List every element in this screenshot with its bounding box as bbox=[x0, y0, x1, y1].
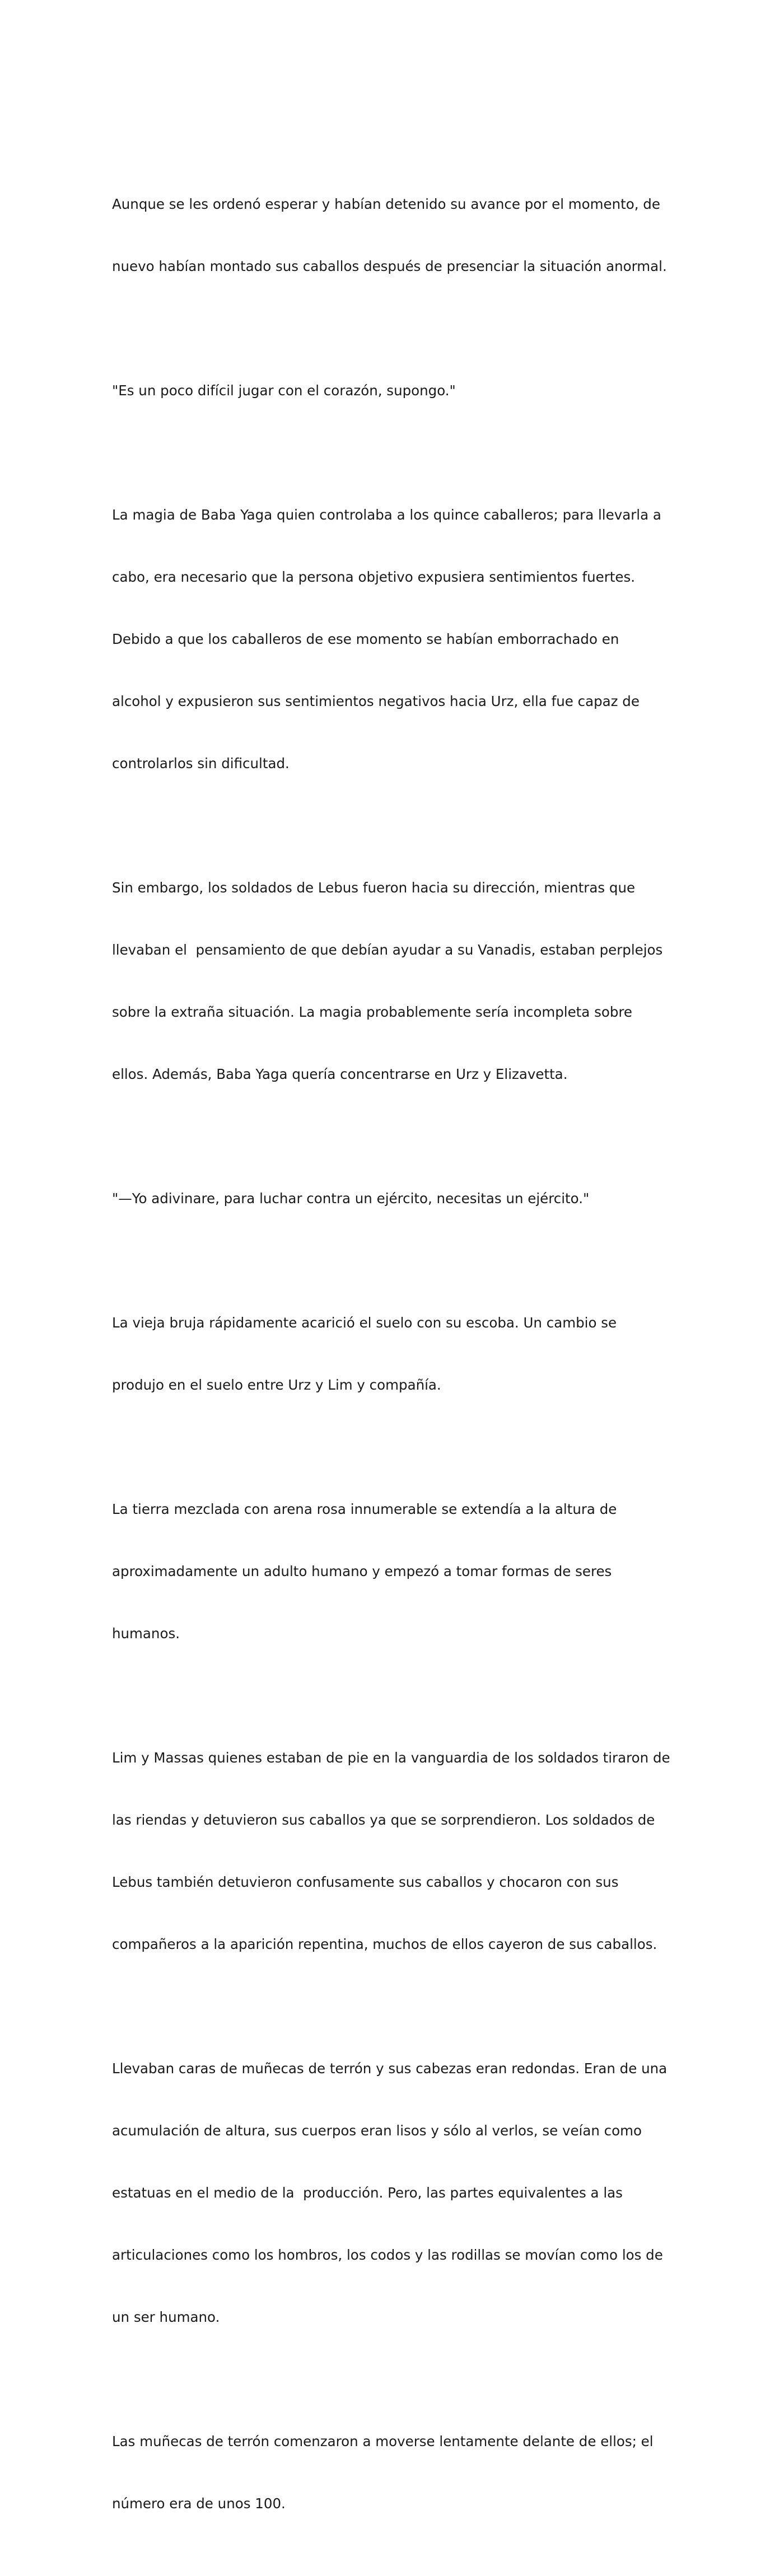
text-line: estatuas en el medio de la producción. Pero, las partes equivalentes a las bbox=[112, 2185, 623, 2201]
text-line: "Es un poco difícil jugar con el corazón, supongo." bbox=[112, 382, 456, 399]
text-line: número era de unos 100. bbox=[112, 2495, 286, 2512]
text-line: Lebus también detuvieron confusamente sus caballos y chocaron con sus bbox=[112, 1874, 619, 1890]
paragraph-7 bbox=[112, 1457, 678, 1685]
text-line: las riendas y detuvieron sus caballos ya que se sorprendieron. Los soldados de bbox=[112, 1812, 655, 1828]
paragraph-10 bbox=[112, 2390, 678, 2555]
text-line: ellos. Además, Baba Yaga quería concentrarse en Urz y Elizavetta. bbox=[112, 1066, 568, 1082]
text-line: alcohol y expusieron sus sentimientos negativos hacia Urz, ella fue capaz de bbox=[112, 693, 640, 709]
text-line: cabo, era necesario que la persona objetivo expusiera sentimientos fuertes. bbox=[112, 569, 636, 585]
text-line: articulaciones como los hombros, los codos y las rodillas se movían como los de bbox=[112, 2247, 663, 2263]
text-line: humanos. bbox=[112, 1625, 180, 1642]
text-line: La vieja bruja rápidamente acarició el suelo con su escoba. Un cambio se bbox=[112, 1315, 617, 1331]
text-line: produjo en el suelo entre Urz y Lim y compañía. bbox=[112, 1377, 441, 1393]
paragraph-4 bbox=[112, 836, 678, 1126]
paragraph-5 bbox=[112, 1147, 678, 1250]
body-text bbox=[112, 152, 678, 2576]
text-line: Aunque se les ordenó esperar y habían detenido su avance por el momento, de bbox=[112, 196, 660, 212]
text-line: Lim y Massas quienes estaban de pie en la vanguardia de los soldados tiraron de bbox=[112, 1750, 670, 1766]
text-line: un ser humano. bbox=[112, 2309, 220, 2325]
text-line: Las muñecas de terrón comenzaron a moverse lentamente delante de ellos; el bbox=[112, 2433, 654, 2449]
text-line: sobre la extraña situación. La magia probablemente sería incompleta sobre bbox=[112, 1004, 632, 1020]
text-line: llevaban el pensamiento de que debían ayudar a su Vanadis, estaban perplejos bbox=[112, 942, 663, 958]
text-line: La tierra mezclada con arena rosa innumerable se extendía a la altura de bbox=[112, 1501, 617, 1517]
text-line: La magia de Baba Yaga quien controlaba a los quince caballeros; para llevarla a bbox=[112, 507, 661, 523]
text-line: aproximadamente un adulto humano y empezó a tomar formas de seres bbox=[112, 1563, 612, 1579]
text-line: nuevo habían montado sus caballos después de presenciar la situación anormal. bbox=[112, 258, 667, 274]
text-line: Debido a que los caballeros de ese momento se habían emborrachado en bbox=[112, 631, 619, 647]
text-line: Sin embargo, los soldados de Lebus fueron hacia su dirección, mientras que bbox=[112, 880, 636, 896]
paragraph-9 bbox=[112, 2017, 678, 2369]
text-line: Llevaban caras de muñecas de terrón y sus cabezas eran redondas. Eran de una bbox=[112, 2060, 668, 2077]
paragraph-8 bbox=[112, 1706, 678, 1996]
paragraph-2 bbox=[112, 339, 678, 442]
paragraph-6 bbox=[112, 1271, 678, 1437]
paragraph-1 bbox=[112, 152, 678, 318]
text-line: "—Yo adivinare, para luchar contra un ejército, necesitas un ejército." bbox=[112, 1190, 590, 1207]
text-line: controlarlos sin dificultad. bbox=[112, 755, 290, 772]
text-line: compañeros a la aparición repentina, muchos de ellos cayeron de sus caballos. bbox=[112, 1936, 657, 1952]
text-line: acumulación de altura, sus cuerpos eran lisos y sólo al verlos, se veían como bbox=[112, 2122, 642, 2139]
paragraph-3 bbox=[112, 463, 678, 815]
